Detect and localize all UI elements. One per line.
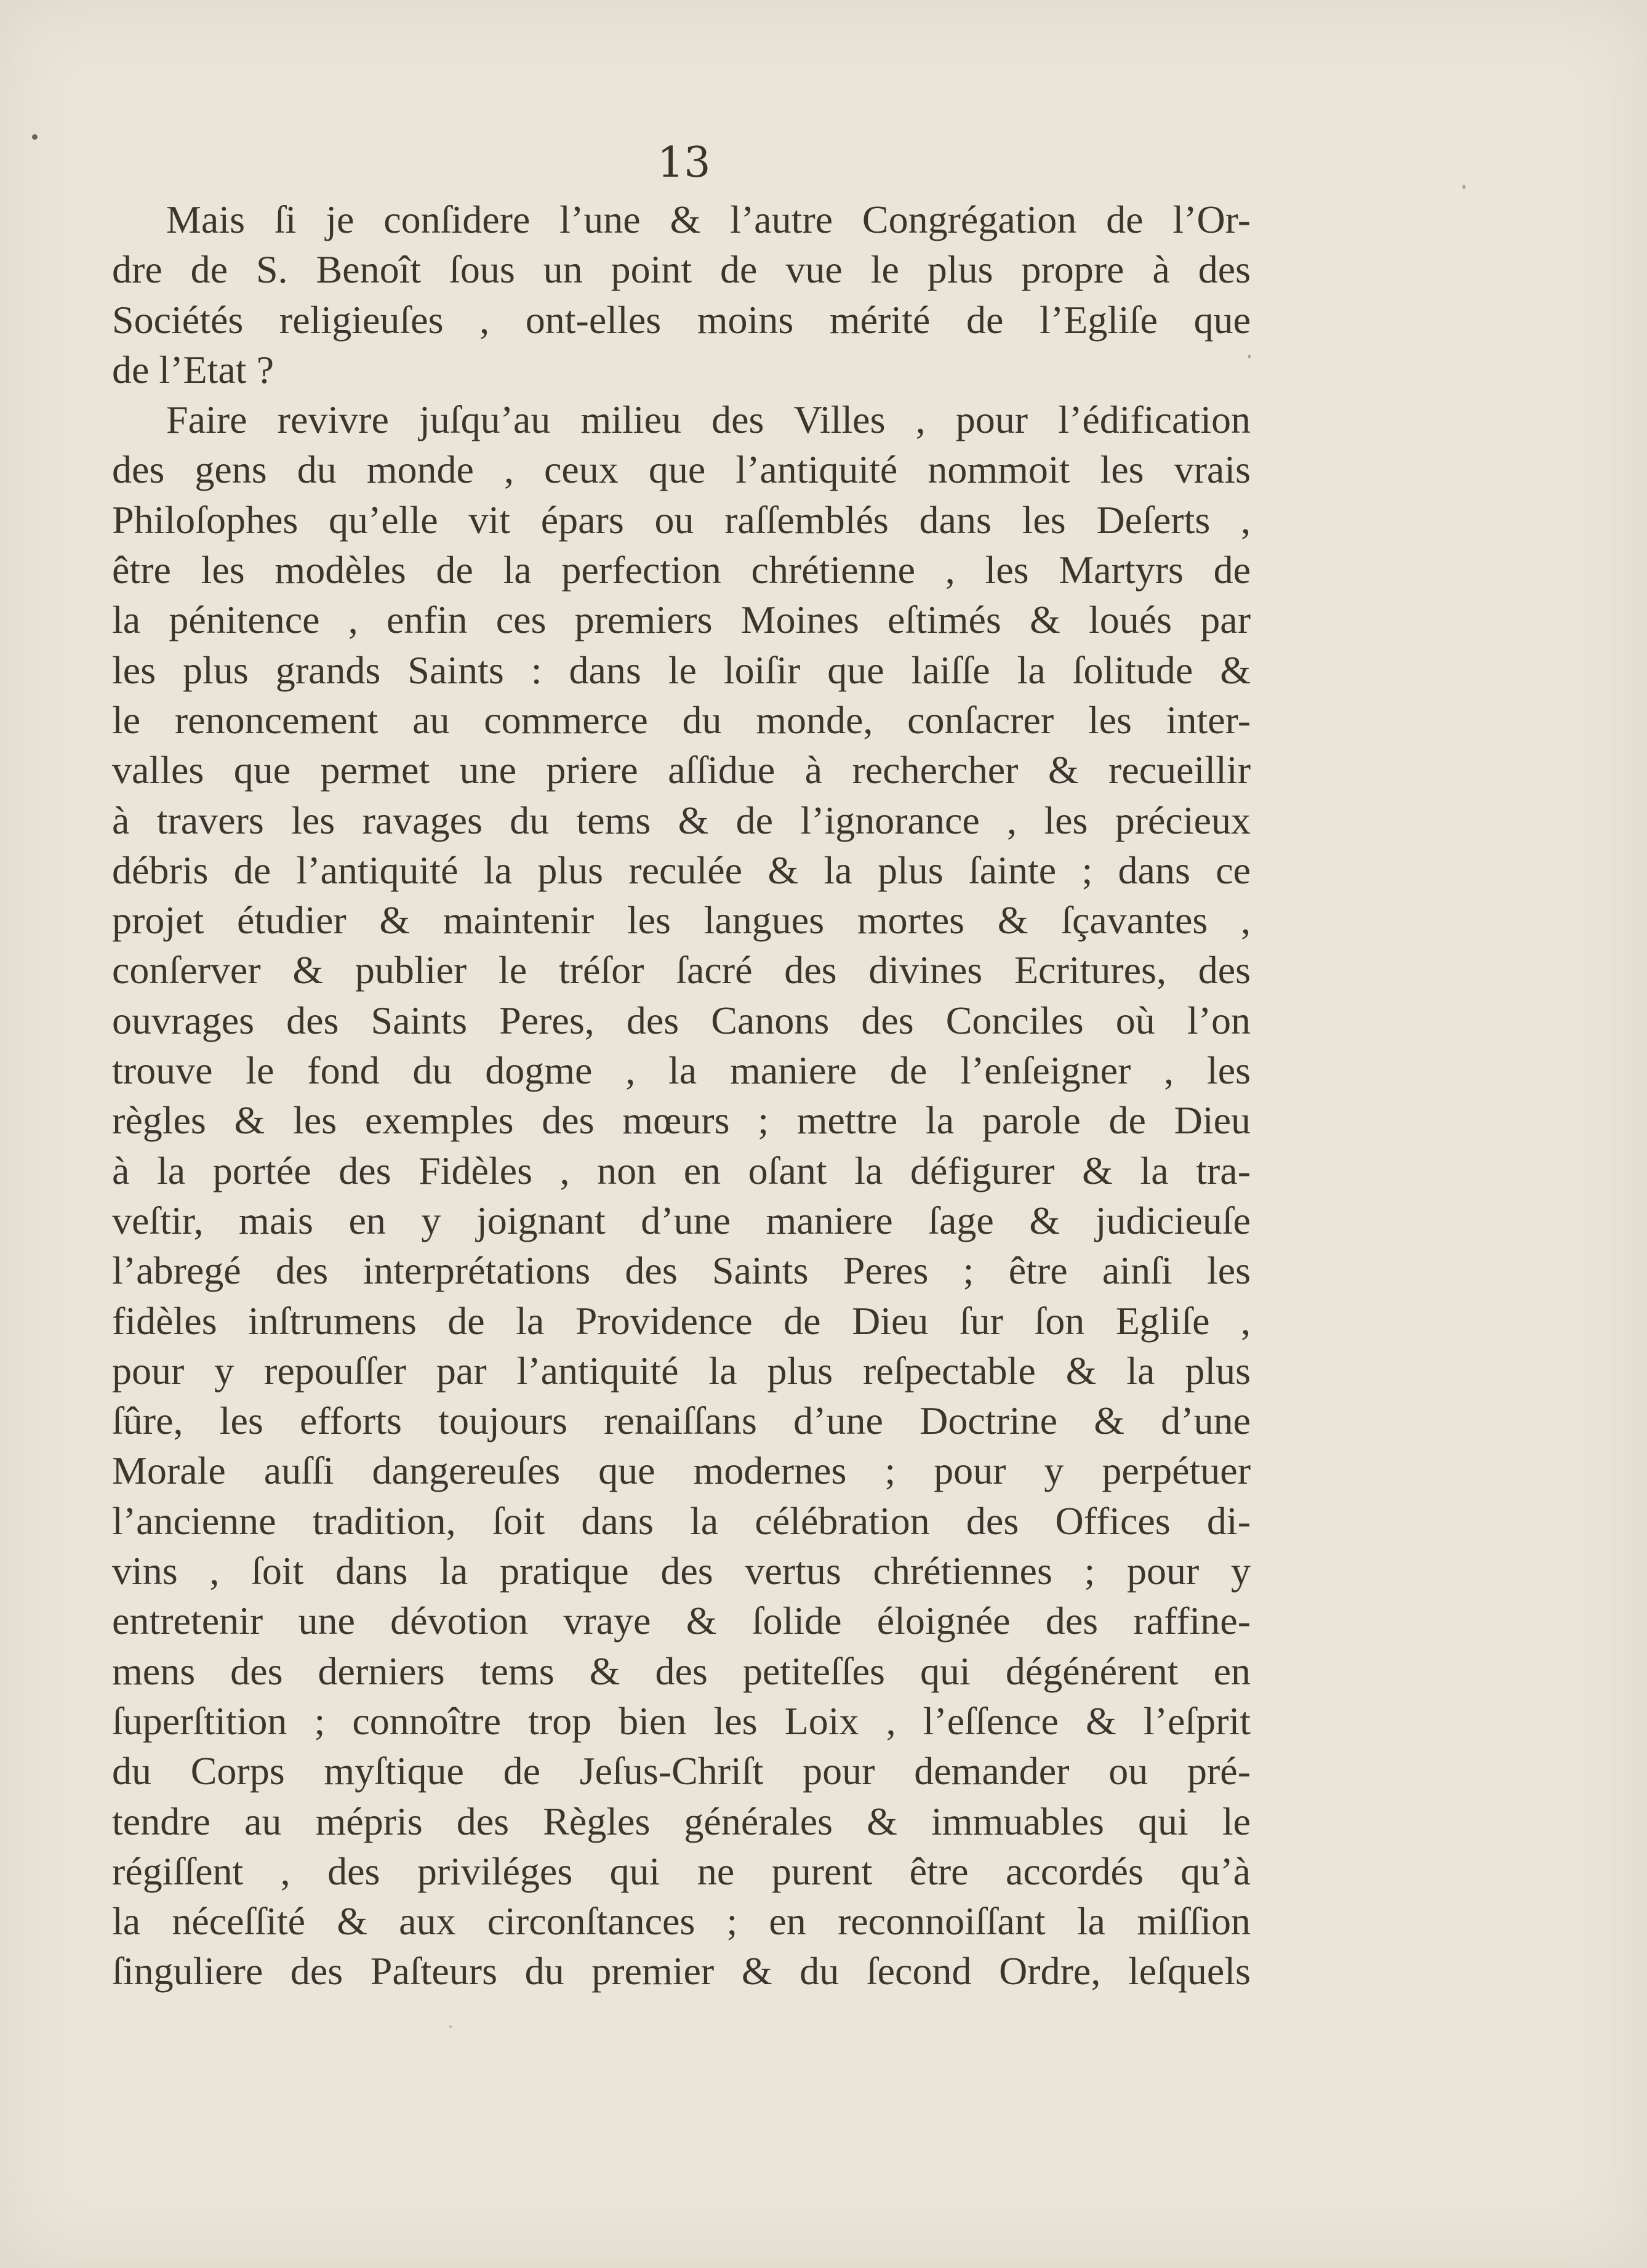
text-line: Mais ſi je conſidere l’une & l’autre Congrégation de l’Or- xyxy=(166,198,1251,241)
text-line: des gens du monde , ceux que l’antiquité nommoit les vrais xyxy=(112,448,1251,492)
text-line: veſtir, mais en y joignant d’une maniere ſage & judicieuſe xyxy=(112,1198,1251,1242)
text-line: mens des derniers tems & des petiteſſes qui dégénérent en xyxy=(112,1649,1251,1693)
paragraph-2 xyxy=(112,395,1251,1997)
text-line: être les modèles de la perfection chrétienne , les Martyrs de xyxy=(112,548,1251,592)
text-line: Sociétés religieuſes , ont-elles moins mérité de l’Egliſe que xyxy=(112,297,1251,342)
text-line: vins , ſoit dans la pratique des vertus chrétiennes ; pour y xyxy=(112,1549,1251,1593)
text-line: fidèles inſtrumens de la Providence de Dieu ſur ſon Egliſe , xyxy=(112,1298,1251,1343)
text-line: pour y repouſſer par l’antiquité la plus reſpectable & la plus xyxy=(112,1348,1251,1393)
text-line: les plus grands Saints : dans le loiſir que laiſſe la ſolitude & xyxy=(112,648,1251,692)
text-line: la néceſſité & aux circonſtances ; en reconnoiſſant la miſſion xyxy=(112,1899,1251,1944)
text-line: trouve le fond du dogme , la maniere de l’enſeigner , les xyxy=(112,1048,1251,1093)
text-line: ouvrages des Saints Peres, des Canons des Conciles où l’on xyxy=(112,998,1251,1042)
text-line: Philoſophes qu’elle vit épars ou raſſemblés dans les Deſerts , xyxy=(112,497,1251,542)
text-line: Morale auſſi dangereuſes que modernes ; pour y perpétuer xyxy=(112,1449,1251,1493)
text-line: tendre au mépris des Règles générales & immuables qui le xyxy=(112,1799,1251,1843)
text-line: à travers les ravages du tems & de l’ignorance , les précieux xyxy=(112,798,1251,842)
text-line: ſuperſtition ; connoître trop bien les Loix , l’eſſence & l’eſprit xyxy=(112,1699,1251,1743)
paper-speck xyxy=(1462,185,1465,189)
paragraph-1 xyxy=(112,195,1251,395)
text-line: ſûre, les efforts toujours renaiſſans d’une Doctrine & d’une xyxy=(112,1399,1251,1443)
text-line: de l’Etat ? xyxy=(112,347,274,392)
text-line: régiſſent , des priviléges qui ne purent être accordés qu’à xyxy=(112,1849,1251,1893)
text-line: l’abregé des interprétations des Saints Peres ; être ainſi les xyxy=(112,1249,1251,1293)
text-line: valles que permet une priere aſſidue à rechercher & recueillir xyxy=(112,748,1251,792)
text-line: débris de l’antiquité la plus reculée & la plus ſainte ; dans ce xyxy=(112,848,1251,892)
paper-speck xyxy=(32,134,38,140)
paper-speck xyxy=(449,2025,452,2028)
paper-speck xyxy=(1248,355,1251,358)
text-line: à la portée des Fidèles , non en oſant la défigurer & la tra- xyxy=(112,1148,1251,1192)
text-line: entretenir une dévotion vraye & ſolide éloignée des raffine- xyxy=(112,1599,1251,1643)
text-line: l’ancienne tradition, ſoit dans la célébration des Offices di- xyxy=(112,1498,1251,1543)
body-text xyxy=(112,195,1251,1997)
text-line: dre de S. Benoît ſous un point de vue le plus propre à des xyxy=(112,247,1251,292)
page-number: 13 xyxy=(657,139,711,187)
text-line: la pénitence , enfin ces premiers Moines eſtimés & loués par xyxy=(112,598,1251,642)
text-line: conſerver & publier le tréſor ſacré des divines Ecritures, des xyxy=(112,948,1251,992)
text-line: ſinguliere des Paſteurs du premier & du ſecond Ordre, leſquels xyxy=(112,1949,1251,1993)
text-line: Faire revivre juſqu’au milieu des Villes , pour l’édification xyxy=(166,398,1251,442)
text-line: projet étudier & maintenir les langues mortes & ſçavantes , xyxy=(112,898,1251,943)
text-line: le renoncement au commerce du monde, conſacrer les inter- xyxy=(112,698,1251,742)
text-line: du Corps myſtique de Jeſus-Chriſt pour demander ou pré- xyxy=(112,1749,1251,1793)
text-line: règles & les exemples des mœurs ; mettre la parole de Dieu xyxy=(112,1098,1251,1143)
